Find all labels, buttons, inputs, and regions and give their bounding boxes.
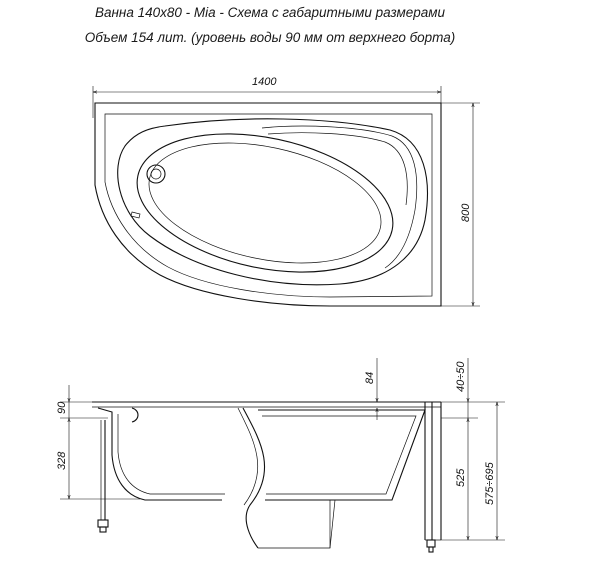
- bowl-outer-edge: [118, 119, 428, 285]
- rim-overhang-dimension: 84: [364, 371, 376, 384]
- drain-icon: [147, 165, 165, 183]
- width-dimension: 800: [460, 203, 472, 222]
- tub-body: [98, 408, 222, 500]
- length-dimension: 1400: [252, 76, 277, 88]
- side-panel: [425, 402, 441, 540]
- panel-height-dimension: 525: [455, 468, 467, 487]
- rim-above-panel-dimension: 40÷50: [455, 361, 467, 392]
- top-view: [93, 76, 480, 306]
- drawing-title: Ванна 140x80 - Mia - Схема с габаритными размерами: [94, 5, 446, 20]
- total-height-dimension: 575÷695: [484, 462, 496, 505]
- drawing-subtitle: Объем 154 лит. (уровень воды 90 мм от верхнего борта): [84, 30, 456, 45]
- front-panel-curve: [243, 408, 265, 548]
- rim-depth-dimension: 90: [56, 401, 68, 414]
- bowl-depth-dimension: 328: [56, 451, 68, 470]
- tub-outline: [95, 103, 441, 306]
- side-view: [56, 358, 505, 552]
